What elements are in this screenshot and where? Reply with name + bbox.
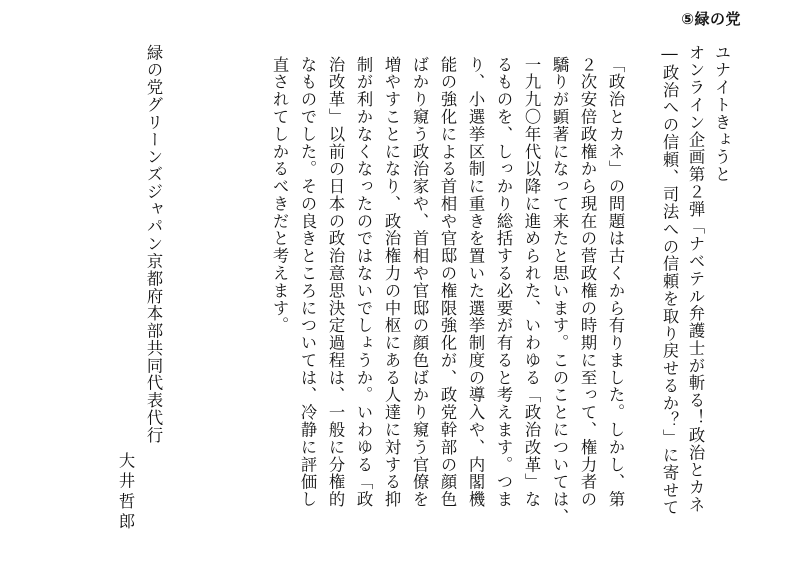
body-line: り、小選挙区制に重きを置いた選挙制度の導入や、内閣機 xyxy=(466,56,485,509)
signature-affiliation: 緑の党グリーンズジャパン京都府本部共同代表代行 xyxy=(144,44,163,444)
body-line: なものでした。その良きところについては、冷静に評価し xyxy=(298,56,317,509)
article-title-line-2: ―政治への信頼、司法への信頼を取り戻せるか？」に寄せて xyxy=(660,44,679,517)
body-line: 「政治とカネ」の問題は古くから有りました。しかし、第 xyxy=(606,56,625,509)
article-title-line-1: オンライン企画第２弾「ナベテル弁護士が斬る！政治とカネ xyxy=(686,44,705,514)
body-line: 制が利かなくなったのではないでしょうか。いわゆる「政 xyxy=(354,56,373,509)
author-org: ユナイトきょうと xyxy=(712,44,731,184)
body-line: 能の強化による首相や官邸の権限強化が、政党幹部の顔色 xyxy=(438,56,457,509)
body-line: 増やすことになり、政治権力の中枢にある人達に対する抑 xyxy=(382,56,401,509)
body-line: 驕りが顕著になって来たと思います。このことについては、 xyxy=(550,56,569,526)
signature-name: 大井哲郎 xyxy=(116,452,135,534)
body-line: 直されてしかるべきだと考えます。 xyxy=(270,56,289,335)
section-label: ⑤緑の党 xyxy=(681,10,741,28)
body-line: ２次安倍政権から現在の菅政権の時期に至って、権力者の xyxy=(578,56,597,509)
body-line: るものを、しっかり総括する必要が有ると考えます。つま xyxy=(494,56,513,509)
body-line: 治改革」以前の日本の政治意思決定過程は、一般に分権的 xyxy=(326,56,345,509)
body-line: 一九九〇年代以降に進められた、いわゆる「政治改革」な xyxy=(522,56,541,509)
body-line: ばかり窺う政治家や、首相や官邸の顔色ばかり窺う官僚を xyxy=(410,56,429,509)
